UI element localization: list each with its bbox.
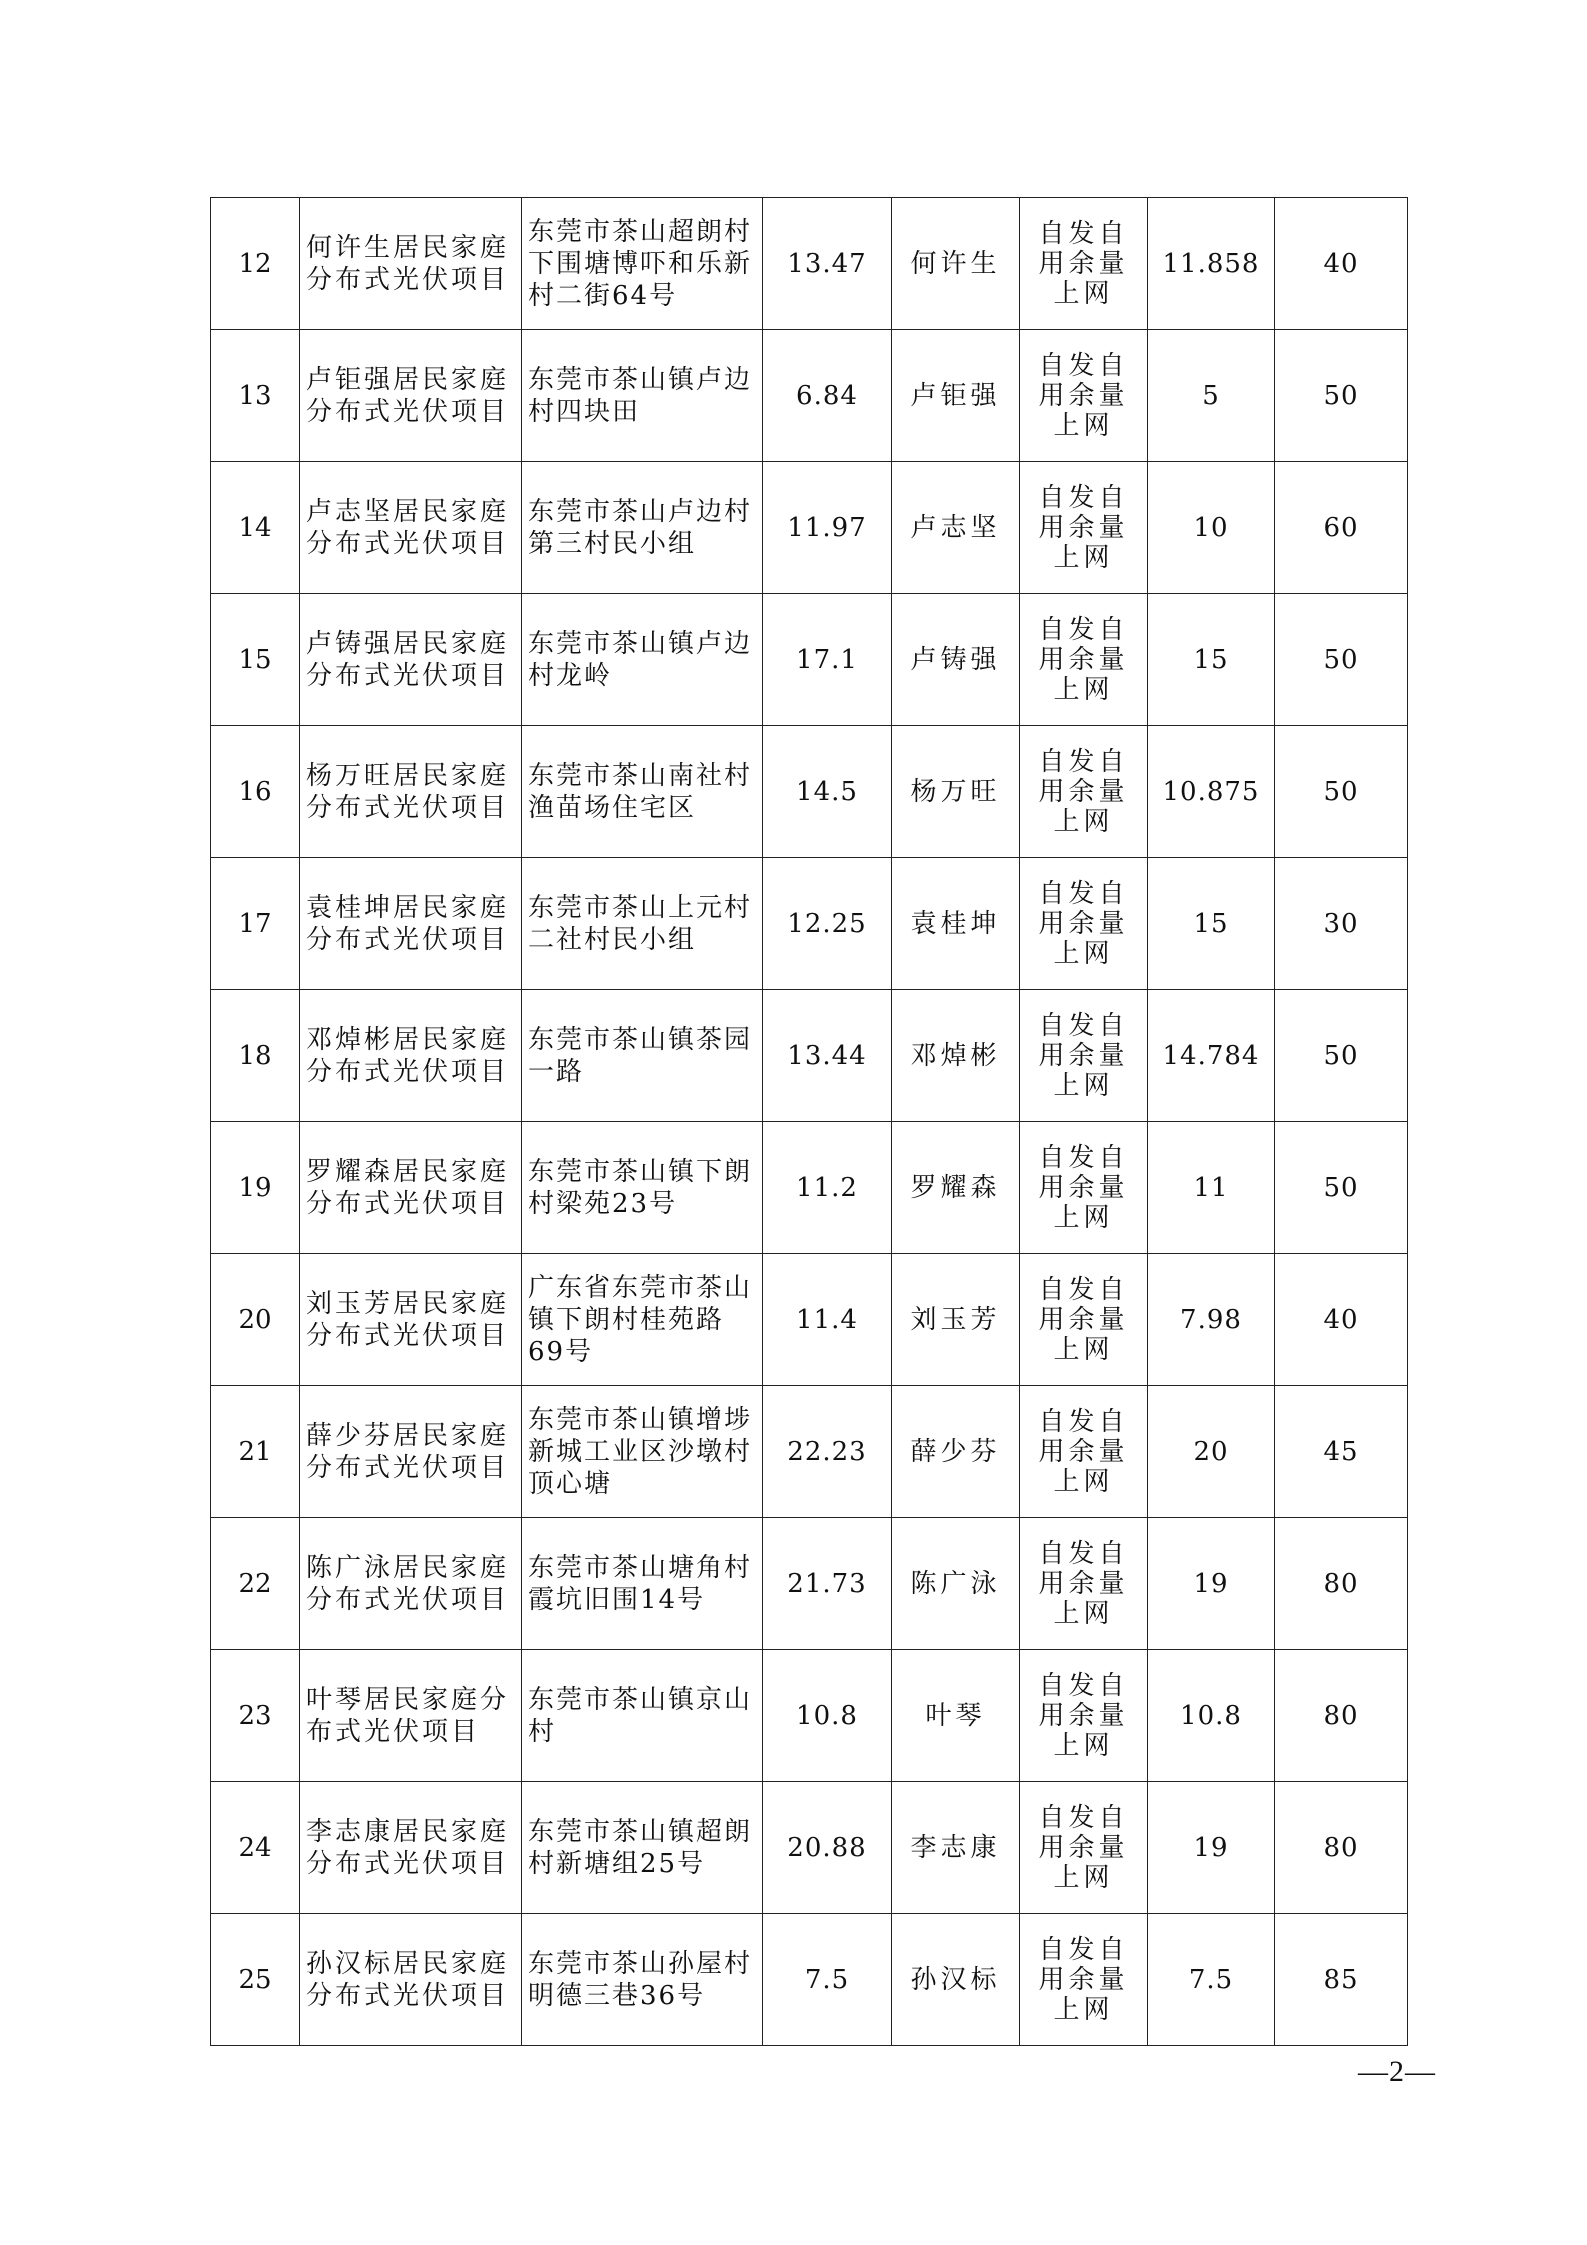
project-name-cell: 刘玉芳居民家庭分布式光伏项目 <box>300 1254 522 1386</box>
owner-cell: 杨万旺 <box>892 726 1020 858</box>
table-row <box>211 858 1408 990</box>
years-cell: 50 <box>1275 990 1408 1122</box>
grid-mode-cell <box>1020 1386 1148 1518</box>
owner-cell: 叶琴 <box>892 1650 1020 1782</box>
value-cell: 10.875 <box>1148 726 1275 858</box>
years-cell: 50 <box>1275 726 1408 858</box>
table-row <box>211 1254 1408 1386</box>
table-row <box>211 1518 1408 1650</box>
project-name-cell: 邓焯彬居民家庭分布式光伏项目 <box>300 990 522 1122</box>
owner-cell: 孙汉标 <box>892 1914 1020 2046</box>
grid-mode-cell <box>1020 198 1148 330</box>
project-table-container <box>210 197 1407 2046</box>
grid-mode-text: 自发自用余量上网 <box>1038 614 1129 705</box>
project-table <box>210 197 1408 2046</box>
grid-mode-cell <box>1020 1914 1148 2046</box>
capacity-cell: 20.88 <box>763 1782 892 1914</box>
table-row <box>211 1122 1408 1254</box>
project-name-cell: 罗耀森居民家庭分布式光伏项目 <box>300 1122 522 1254</box>
row-number-cell: 15 <box>211 594 300 726</box>
value-cell: 19 <box>1148 1518 1275 1650</box>
value-cell: 7.5 <box>1148 1914 1275 2046</box>
grid-mode-cell <box>1020 726 1148 858</box>
capacity-cell: 22.23 <box>763 1386 892 1518</box>
value-cell: 20 <box>1148 1386 1275 1518</box>
years-cell: 60 <box>1275 462 1408 594</box>
capacity-cell: 11.4 <box>763 1254 892 1386</box>
project-address-cell: 东莞市茶山镇超朗村新塘组25号 <box>522 1782 763 1914</box>
row-number-cell: 25 <box>211 1914 300 2046</box>
years-cell: 85 <box>1275 1914 1408 2046</box>
grid-mode-cell <box>1020 594 1148 726</box>
grid-mode-text: 自发自用余量上网 <box>1038 746 1129 837</box>
project-address-cell: 东莞市茶山镇增埗新城工业区沙墩村顶心塘 <box>522 1386 763 1518</box>
value-cell: 10 <box>1148 462 1275 594</box>
project-table-body <box>211 198 1408 2046</box>
years-cell: 80 <box>1275 1782 1408 1914</box>
project-name-cell: 卢铸强居民家庭分布式光伏项目 <box>300 594 522 726</box>
page-number: —2— <box>1358 2055 1436 2088</box>
capacity-cell: 14.5 <box>763 726 892 858</box>
owner-cell: 何许生 <box>892 198 1020 330</box>
project-address-cell: 东莞市茶山镇下朗村梁苑23号 <box>522 1122 763 1254</box>
project-address-cell: 东莞市茶山卢边村第三村民小组 <box>522 462 763 594</box>
row-number-cell: 13 <box>211 330 300 462</box>
years-cell: 50 <box>1275 330 1408 462</box>
owner-cell: 邓焯彬 <box>892 990 1020 1122</box>
value-cell: 15 <box>1148 858 1275 990</box>
project-name-cell: 孙汉标居民家庭分布式光伏项目 <box>300 1914 522 2046</box>
grid-mode-text: 自发自用余量上网 <box>1038 1934 1129 2025</box>
owner-cell: 卢志坚 <box>892 462 1020 594</box>
project-address-cell: 东莞市茶山镇茶园一路 <box>522 990 763 1122</box>
project-name-cell: 何许生居民家庭分布式光伏项目 <box>300 198 522 330</box>
project-address-cell: 东莞市茶山塘角村霞坑旧围14号 <box>522 1518 763 1650</box>
project-address-cell: 东莞市茶山孙屋村明德三巷36号 <box>522 1914 763 2046</box>
capacity-cell: 10.8 <box>763 1650 892 1782</box>
table-row <box>211 594 1408 726</box>
owner-cell: 卢铸强 <box>892 594 1020 726</box>
grid-mode-cell <box>1020 1518 1148 1650</box>
table-row <box>211 1386 1408 1518</box>
capacity-cell: 6.84 <box>763 330 892 462</box>
row-number-cell: 21 <box>211 1386 300 1518</box>
table-row <box>211 726 1408 858</box>
grid-mode-text: 自发自用余量上网 <box>1038 1274 1129 1365</box>
row-number-cell: 18 <box>211 990 300 1122</box>
project-address-cell: 广东省东莞市茶山镇下朗村桂苑路69号 <box>522 1254 763 1386</box>
table-row <box>211 1782 1408 1914</box>
grid-mode-cell <box>1020 1782 1148 1914</box>
value-cell: 11.858 <box>1148 198 1275 330</box>
capacity-cell: 13.47 <box>763 198 892 330</box>
project-name-cell: 叶琴居民家庭分布式光伏项目 <box>300 1650 522 1782</box>
table-row <box>211 990 1408 1122</box>
grid-mode-cell <box>1020 990 1148 1122</box>
years-cell: 40 <box>1275 198 1408 330</box>
years-cell: 40 <box>1275 1254 1408 1386</box>
grid-mode-text: 自发自用余量上网 <box>1038 1406 1129 1497</box>
row-number-cell: 14 <box>211 462 300 594</box>
project-name-cell: 杨万旺居民家庭分布式光伏项目 <box>300 726 522 858</box>
project-address-cell: 东莞市茶山镇卢边村四块田 <box>522 330 763 462</box>
row-number-cell: 17 <box>211 858 300 990</box>
row-number-cell: 22 <box>211 1518 300 1650</box>
grid-mode-text: 自发自用余量上网 <box>1038 482 1129 573</box>
row-number-cell: 23 <box>211 1650 300 1782</box>
years-cell: 80 <box>1275 1518 1408 1650</box>
row-number-cell: 16 <box>211 726 300 858</box>
table-row <box>211 462 1408 594</box>
table-row <box>211 330 1408 462</box>
project-address-cell: 东莞市茶山镇京山村 <box>522 1650 763 1782</box>
owner-cell: 刘玉芳 <box>892 1254 1020 1386</box>
grid-mode-text: 自发自用余量上网 <box>1038 1538 1129 1629</box>
grid-mode-text: 自发自用余量上网 <box>1038 1010 1129 1101</box>
owner-cell: 罗耀森 <box>892 1122 1020 1254</box>
table-row <box>211 198 1408 330</box>
years-cell: 50 <box>1275 1122 1408 1254</box>
project-address-cell: 东莞市茶山超朗村下围塘博吓和乐新村二街64号 <box>522 198 763 330</box>
value-cell: 7.98 <box>1148 1254 1275 1386</box>
capacity-cell: 11.2 <box>763 1122 892 1254</box>
years-cell: 45 <box>1275 1386 1408 1518</box>
project-address-cell: 东莞市茶山南社村渔苗场住宅区 <box>522 726 763 858</box>
value-cell: 19 <box>1148 1782 1275 1914</box>
capacity-cell: 17.1 <box>763 594 892 726</box>
grid-mode-text: 自发自用余量上网 <box>1038 218 1129 309</box>
grid-mode-cell <box>1020 1122 1148 1254</box>
years-cell: 30 <box>1275 858 1408 990</box>
row-number-cell: 24 <box>211 1782 300 1914</box>
capacity-cell: 13.44 <box>763 990 892 1122</box>
capacity-cell: 7.5 <box>763 1914 892 2046</box>
row-number-cell: 19 <box>211 1122 300 1254</box>
owner-cell: 薛少芬 <box>892 1386 1020 1518</box>
capacity-cell: 21.73 <box>763 1518 892 1650</box>
value-cell: 14.784 <box>1148 990 1275 1122</box>
grid-mode-text: 自发自用余量上网 <box>1038 1142 1129 1233</box>
value-cell: 10.8 <box>1148 1650 1275 1782</box>
grid-mode-cell <box>1020 462 1148 594</box>
project-name-cell: 李志康居民家庭分布式光伏项目 <box>300 1782 522 1914</box>
table-row <box>211 1914 1408 2046</box>
grid-mode-cell <box>1020 858 1148 990</box>
project-name-cell: 袁桂坤居民家庭分布式光伏项目 <box>300 858 522 990</box>
grid-mode-text: 自发自用余量上网 <box>1038 1670 1129 1761</box>
owner-cell: 李志康 <box>892 1782 1020 1914</box>
grid-mode-cell <box>1020 1650 1148 1782</box>
row-number-cell: 20 <box>211 1254 300 1386</box>
project-name-cell: 薛少芬居民家庭分布式光伏项目 <box>300 1386 522 1518</box>
table-row <box>211 1650 1408 1782</box>
grid-mode-text: 自发自用余量上网 <box>1038 1802 1129 1893</box>
project-name-cell: 卢志坚居民家庭分布式光伏项目 <box>300 462 522 594</box>
value-cell: 11 <box>1148 1122 1275 1254</box>
grid-mode-cell <box>1020 330 1148 462</box>
years-cell: 80 <box>1275 1650 1408 1782</box>
owner-cell: 卢钜强 <box>892 330 1020 462</box>
project-address-cell: 东莞市茶山镇卢边村龙岭 <box>522 594 763 726</box>
project-name-cell: 卢钜强居民家庭分布式光伏项目 <box>300 330 522 462</box>
project-address-cell: 东莞市茶山上元村二社村民小组 <box>522 858 763 990</box>
years-cell: 50 <box>1275 594 1408 726</box>
capacity-cell: 12.25 <box>763 858 892 990</box>
owner-cell: 陈广泳 <box>892 1518 1020 1650</box>
value-cell: 15 <box>1148 594 1275 726</box>
grid-mode-text: 自发自用余量上网 <box>1038 350 1129 441</box>
row-number-cell: 12 <box>211 198 300 330</box>
owner-cell: 袁桂坤 <box>892 858 1020 990</box>
value-cell: 5 <box>1148 330 1275 462</box>
project-name-cell: 陈广泳居民家庭分布式光伏项目 <box>300 1518 522 1650</box>
capacity-cell: 11.97 <box>763 462 892 594</box>
grid-mode-text: 自发自用余量上网 <box>1038 878 1129 969</box>
grid-mode-cell <box>1020 1254 1148 1386</box>
